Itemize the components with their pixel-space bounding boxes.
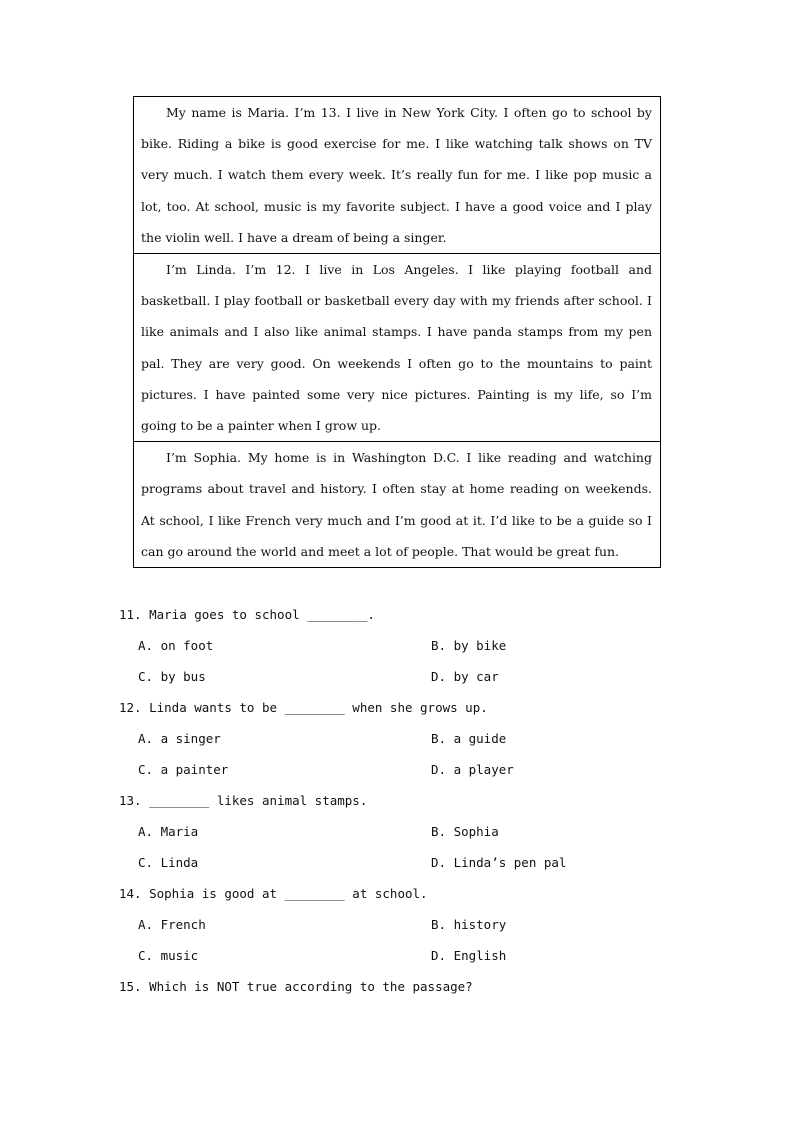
question-11	[119, 599, 679, 692]
option-c[interactable]: C. music	[138, 948, 199, 963]
passage-text: My name is Maria. I’m 13. I live in New York City. I often go to school by bike. Riding a bike is good exercise for me. I like watching talk shows on TV very much. I watch them every week. It’s really fun for me. I like pop music a lot, too. At school, music is my favorite subject. I have a good voice and I play the violin well. I have a dream of being a singer.	[141, 105, 652, 245]
passage-maria	[134, 97, 660, 253]
reading-passages-box	[133, 96, 661, 568]
question-list	[119, 599, 679, 1002]
option-c[interactable]: C. by bus	[138, 669, 206, 684]
option-a[interactable]: A. French	[138, 917, 206, 932]
option-d[interactable]: D. Linda’s pen pal	[431, 855, 567, 870]
option-c[interactable]: C. a painter	[138, 762, 229, 777]
answer-options	[119, 630, 679, 692]
question-stem: 15. Which is NOT true according to the passage?	[119, 979, 473, 994]
answer-options	[119, 816, 679, 878]
passage-linda	[134, 253, 660, 441]
question-12	[119, 692, 679, 785]
answer-options	[119, 909, 679, 971]
passage-sophia	[134, 441, 660, 567]
question-stem: 12. Linda wants to be ________ when she grows up.	[119, 700, 488, 715]
option-b[interactable]: B. history	[431, 917, 507, 932]
question-stem: 13. ________ likes animal stamps.	[119, 793, 368, 808]
option-d[interactable]: D. by car	[431, 669, 499, 684]
option-b[interactable]: B. by bike	[431, 638, 507, 653]
option-c[interactable]: C. Linda	[138, 855, 199, 870]
passage-text: I’m Linda. I’m 12. I live in Los Angeles. I like playing football and basketball. I play football or basketball every day with my friends after school. I like animals and I also like animal stamps. I have panda stamps from my pen pal. They are very good. On weekends I often go to the mountains to paint pictures. I have painted some very nice pictures. Painting is my life, so I’m going to be a painter when I grow up.	[141, 262, 652, 434]
question-stem: 11. Maria goes to school ________.	[119, 607, 375, 622]
option-b[interactable]: B. Sophia	[431, 824, 499, 839]
question-14	[119, 878, 679, 971]
answer-options	[119, 723, 679, 785]
question-13	[119, 785, 679, 878]
question-stem: 14. Sophia is good at ________ at school.	[119, 886, 428, 901]
passage-text: I’m Sophia. My home is in Washington D.C. I like reading and watching programs about travel and history. I often stay at home reading on weekends. At school, I like French very much and I’m good at it. I’d like to be a guide so I can go around the world and meet a lot of people. That would be great fun.	[141, 450, 652, 559]
option-a[interactable]: A. a singer	[138, 731, 221, 746]
question-15	[119, 971, 679, 1002]
option-a[interactable]: A. Maria	[138, 824, 199, 839]
option-d[interactable]: D. English	[431, 948, 507, 963]
option-d[interactable]: D. a player	[431, 762, 514, 777]
option-a[interactable]: A. on foot	[138, 638, 214, 653]
option-b[interactable]: B. a guide	[431, 731, 507, 746]
